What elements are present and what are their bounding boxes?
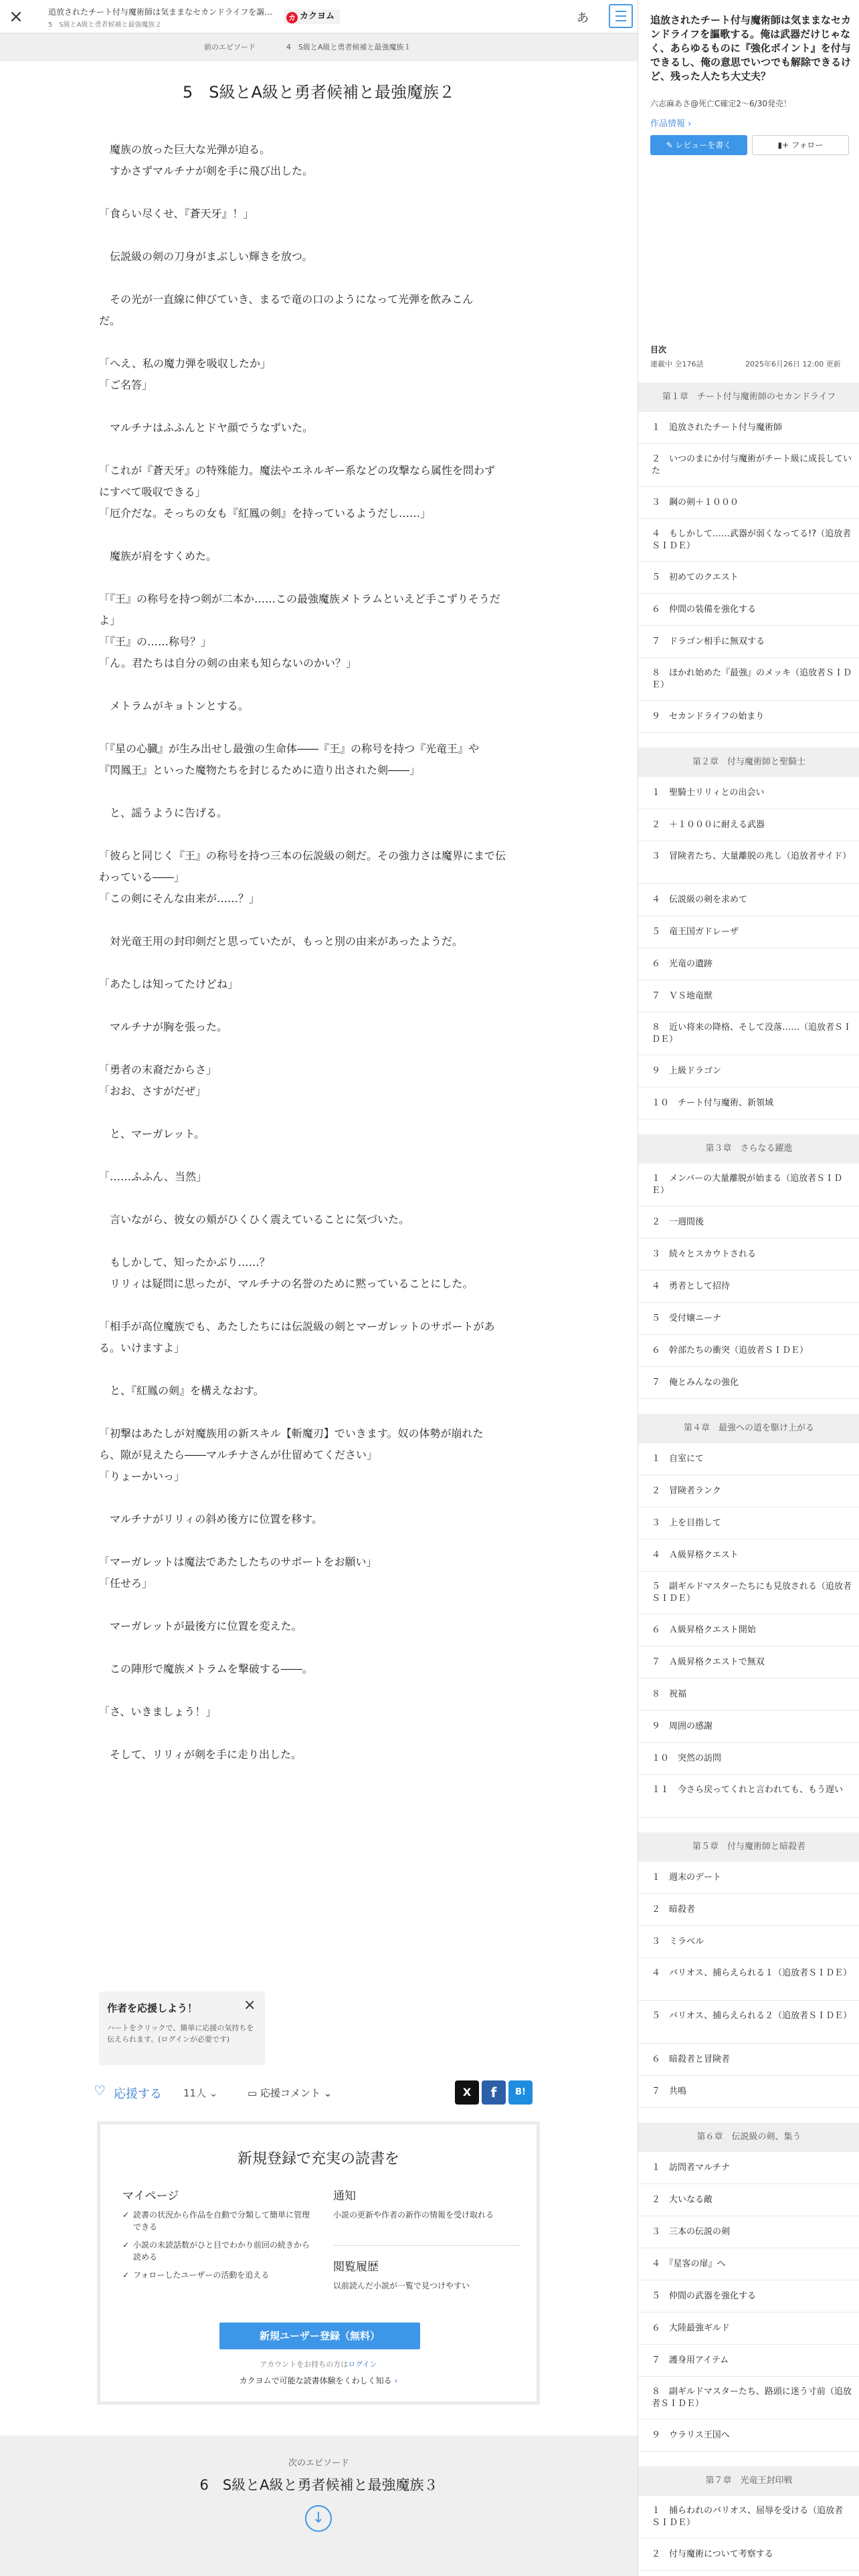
toc-episode-label: ４ 勇者として招待 (652, 1281, 731, 1291)
toc-episode-label: ５ 竜王国ガドレーザ (652, 927, 739, 937)
toc-episode[interactable] (638, 777, 859, 809)
close-icon[interactable]: × (244, 1997, 256, 2014)
body-line: 言いながら、彼女の頬がひくひく震えていることに気づいた。 (99, 1213, 410, 1226)
toc-episode[interactable] (638, 1367, 859, 1399)
toc-episode-label: ９ 周囲の感謝 (652, 1721, 713, 1731)
toc-episode-label: １０ チート付与魔術、新領域 (652, 1098, 774, 1108)
toc-episode[interactable] (638, 487, 859, 519)
toc-episode-label: ７ Ａ級昇格クエストで無双 (652, 1657, 765, 1667)
toc-episode[interactable] (638, 519, 859, 562)
toc-episode[interactable] (638, 1206, 859, 1239)
body-line: マルチナがリリィの斜め後方に位置を移す。 (99, 1513, 323, 1525)
toc-episode-label: ９ セカンドライフの始まり (652, 712, 765, 722)
next-episode-title[interactable]: 6 S級とA級と勇者候補と最強魔族３ (199, 2477, 438, 2493)
toc-episode[interactable] (638, 2076, 859, 2108)
toc-episode[interactable] (638, 626, 859, 658)
cheer-tooltip (99, 1992, 265, 2065)
toc-episode[interactable] (638, 1539, 859, 1572)
cheer-title: 作者を応援しよう！ (107, 2002, 198, 2014)
toc-episode-label: ２ 大いなる敵 (652, 2195, 713, 2205)
toc-episode-label: ６ 仲間の装備を強化する (652, 605, 757, 615)
toc-episode-label: ５ 仲間の武器を強化する (652, 2291, 757, 2301)
body-line: 「相手が高位魔族でも、あたしたちには伝説級の剣とマーガレットのサポートがあ (99, 1320, 495, 1333)
toc-chapter[interactable]: 第７章 光竜王封印戦 (638, 2466, 859, 2496)
body-line: この陣形で魔族メトラムを撃破する――。 (99, 1662, 313, 1675)
toc-episode[interactable] (638, 2044, 859, 2076)
toc-episode-label: ３ 上を目指して (652, 1518, 722, 1528)
toc-episode[interactable] (638, 1303, 859, 1335)
body-line: 「食らい尽くせ、『蒼天牙』！」 (99, 207, 254, 220)
chevron-right-icon: › (394, 2376, 398, 2385)
body-line: 「この剣にそんな由来が……？」 (99, 892, 260, 905)
body-line: にすべて吸収できる」 (99, 486, 206, 498)
toc-episode-label: ２ 付与魔術について考察する (652, 2549, 773, 2559)
learn-more-link[interactable] (100, 2375, 537, 2386)
toc-episode[interactable] (638, 1055, 859, 1087)
toc-episode[interactable] (638, 1087, 859, 1119)
next-episode-section[interactable] (0, 2436, 638, 2576)
toc-episode[interactable] (638, 701, 859, 733)
toc-episode-label: ７ 俺とみんなの強化 (652, 1378, 739, 1388)
toc-episode-label: ５ バリオス、捕らえられる２（追放者ＳＩＤＥ） (652, 2011, 852, 2021)
header-episode-title: 5 S級とA級と勇者候補と最強魔族２ (48, 21, 162, 29)
body-line: よ」 (99, 614, 121, 627)
body-line: 「へえ、私の魔力弾を吸収したか」 (99, 357, 271, 370)
body-line: 「マーガレットは魔法であたしたちのサポートをお願い」 (99, 1555, 377, 1568)
toc-episode[interactable] (638, 1743, 859, 1775)
login-link[interactable]: ログイン (348, 2360, 377, 2369)
toc-episode-label: ２ いつのまにか付与魔術がチート級に成長していた (652, 454, 852, 476)
toc-episode-label: ４ 『星客の扉』へ (652, 2259, 726, 2269)
body-line: メトラムがキョトンとする。 (99, 700, 249, 712)
body-line: 「任せろ」 (99, 1577, 153, 1590)
toc-episode[interactable] (638, 1475, 859, 1507)
body-line: 「……ふふん、当然」 (99, 1170, 207, 1183)
toc-episode[interactable] (638, 2345, 859, 2377)
logo-mark-icon: カ (286, 12, 298, 23)
toc-chapter[interactable]: 第６章 伝説級の剣、集う (638, 2123, 859, 2152)
divider (333, 2245, 520, 2246)
toc-episode-label: ６ 大陸最強ギルド (652, 2323, 730, 2333)
notify-desc: 小説の更新や作者の新作の情報を受け取れる (333, 2210, 494, 2220)
history-desc: 以前読んだ小説が一覧で見つけやすい (333, 2281, 470, 2290)
toc-episode[interactable] (638, 412, 859, 444)
body-line: 「勇者の末裔だからさ」 (99, 1063, 217, 1076)
body-line: もしかして、知ったかぶり……？ (99, 1256, 270, 1269)
toc-episode-label: ３ 三本の伝説の剣 (652, 2227, 731, 2237)
toc-episode-label: ５ 初めてのクエスト (652, 572, 739, 582)
toc-episode-label: ８ ほかれ始めた『最強』のメッキ（追放者ＳＩＤＥ） (652, 668, 852, 690)
body-line: と、マーガレット。 (99, 1128, 205, 1140)
toc-episode[interactable] (638, 1507, 859, 1539)
current-episode-label: 4 S級とA級と勇者候補と最強魔族１ (286, 43, 411, 51)
toc-episode[interactable] (638, 1894, 859, 1926)
body-line: と、『紅鳳の剣』を構えなおす。 (99, 1384, 264, 1397)
toc-episode-label: ８ 近い将来の降格、そして没落……（追放者ＳＩＤＥ） (652, 1023, 852, 1045)
toc-episode-label: ９ ウラリス王国へ (652, 2430, 730, 2440)
toc-episode[interactable] (638, 1646, 859, 1679)
body-line: 『閃鳳王』といった魔物たちを封じるために造り出された剣――」 (99, 764, 421, 776)
toc-episode-label: ７ 護身用アイテム (652, 2355, 729, 2365)
body-line: そして、リリィが剣を手に走り出した。 (99, 1748, 302, 1761)
toc-episode[interactable] (638, 1775, 859, 1818)
toc-episode-label: ３ ミラベル (652, 1937, 704, 1947)
toc-episode-label: ３ 冒険者たち、大量離脱の兆し（追放者サイド） (652, 851, 852, 861)
episode-navigation (0, 33, 638, 62)
signup-panel (97, 2121, 540, 2405)
body-line: 伝説級の剣の刀身がまぶしい輝きを放つ。 (99, 250, 313, 263)
toc-chapter[interactable]: 第３章 さらなる躍進 (638, 1134, 859, 1164)
body-line: 「『王』の称号を持つ剣が二本か……この最強魔族メトラムといえど手こずりそうだ (99, 593, 500, 605)
work-info-link[interactable]: 作品情報 › (650, 119, 692, 129)
toc-episode-label: ８ 副ギルドマスターたち、路頭に迷う寸前（追放者ＳＩＤＥ） (652, 2387, 852, 2409)
login-pre-text: アカウントをお持ちの方は (260, 2360, 349, 2369)
prev-episode-link[interactable]: 前のエピソード (204, 43, 256, 51)
toc-episode-label: ４ もしかして……武器が弱くなってる!?（追放者ＳＩＤＥ） (652, 529, 852, 551)
toc-episode[interactable] (638, 948, 859, 980)
body-line: だ。 (99, 314, 121, 327)
toc-episode[interactable] (638, 809, 859, 841)
toc-episode[interactable] (638, 444, 859, 487)
toc-episode-label: １０ 突然の訪問 (652, 1753, 722, 1763)
history-title: 閲覧履歴 (333, 2260, 379, 2274)
toc-episode-label: ２ 暗殺者 (652, 1905, 696, 1915)
toc-episode[interactable] (638, 2377, 859, 2420)
body-line: 「『星の心臓』が生み出せし最強の生命体――『王』の称号を持つ『光竜王』や (99, 742, 480, 755)
toc-episode[interactable] (638, 1614, 859, 1646)
toc-episode-label: ７ ドラゴン相手に無双する (652, 637, 765, 647)
body-line: 「あたしは知ってたけどね」 (99, 978, 239, 990)
body-line: 「ご名答」 (99, 379, 153, 391)
toc-episode-label: １ 週末のデート (652, 1872, 722, 1883)
body-line: その光が一直線に伸びていき、まるで竜の口のようになって光弾を飲みこん (99, 293, 474, 306)
toc-episode[interactable] (638, 2184, 859, 2216)
toc-episode[interactable] (638, 1012, 859, 1055)
toc-episode[interactable] (638, 1926, 859, 1958)
toc-episode[interactable] (638, 2496, 859, 2539)
toc-chapter[interactable]: 第５章 付与魔術師と暗殺者 (638, 1832, 859, 1862)
update-date: 2025年6月26日 12:00 更新 (745, 360, 841, 368)
toc-chapter[interactable]: 第１章 チート付与魔術師のセカンドライフ (638, 383, 859, 412)
font-toggle-label: あ (577, 11, 589, 25)
toc-episode-label: ３ 鋼の剣＋１０００ (652, 498, 739, 508)
toc-episode-label: ８ 祝福 (652, 1689, 687, 1699)
toc-episode[interactable] (638, 1958, 859, 2001)
toc-episode-label: ４ Ａ級昇格クエスト (652, 1550, 739, 1560)
mypage-title: マイページ (122, 2189, 179, 2203)
body-line: 「初撃はあたしが対魔族用の新スキル【斬魔刃】でいきます。奴の体勢が崩れた (99, 1427, 484, 1440)
serial-status: 連載中 全176話 (650, 360, 704, 368)
toc-episode[interactable] (638, 841, 859, 884)
follow-button[interactable]: ▮+ フォロー (752, 135, 849, 155)
toc-episode-label: ６ 光竜の遺跡 (652, 959, 713, 969)
action-bar (94, 2078, 542, 2103)
toc-episode-label: １ 聖騎士リリィとの出会い (652, 788, 765, 798)
toc-episode[interactable] (638, 594, 859, 626)
toc-chapter[interactable]: 第４章 最強への道を駆け上がる (638, 1414, 859, 1443)
toc-episode[interactable] (638, 884, 859, 916)
toc-heading: 目次 (650, 345, 667, 354)
body-line: る。いけますよ」 (99, 1341, 185, 1354)
toc-episode[interactable] (638, 1239, 859, 1271)
toc-episode[interactable] (638, 1679, 859, 1711)
toc-episode-label: １ 訪問者マルチナ (652, 2163, 731, 2173)
menu-icon[interactable] (609, 4, 633, 28)
toc-episode[interactable] (638, 658, 859, 701)
body-line: 魔族が肩をすくめた。 (99, 550, 217, 562)
header-work-title[interactable]: 追放されたチート付与魔術師は気ままなセカンドライフを謳… (48, 7, 273, 17)
review-label: レビューを書く (675, 140, 732, 150)
body-line: マルチナはふふんとドヤ顔でうなずいた。 (99, 421, 314, 434)
toc-episode-label: ７ ＶＳ地竜獣 (652, 991, 713, 1001)
list-item: ✓ フォローしたユーザーの活動を追える (122, 2269, 316, 2281)
body-line: マルチナが胸を張った。 (99, 1021, 228, 1033)
toc-episode[interactable] (638, 1271, 859, 1303)
review-button[interactable]: ✎ レビューを書く (650, 135, 747, 155)
toc-episode-label: ４ 伝説級の剣を求めて (652, 895, 748, 905)
kakuyomu-logo[interactable] (284, 9, 340, 24)
toc-episode[interactable] (638, 1335, 859, 1367)
signup-button[interactable]: 新規ユーザー登録（無料） (219, 2323, 420, 2349)
body-line: 「りょーかいっ」 (99, 1470, 185, 1483)
ouen-button[interactable]: 応援する (114, 2087, 162, 2101)
toc-episode-label: ６ Ａ級昇格クエスト開始 (652, 1625, 756, 1635)
mypage-features (122, 2209, 316, 2287)
body-line: ら、隙が見えたら――マルチナさんが仕留めてください」 (99, 1448, 378, 1461)
body-line: と、謡うように告げる。 (99, 807, 228, 819)
comment-button[interactable]: ▭ 応援コメント ⌄ (248, 2087, 332, 2099)
toc-episode-label: ５ 副ギルドマスターたちにも見放される（追放者ＳＩＤＥ） (652, 1582, 852, 1604)
toc-episode[interactable] (638, 2313, 859, 2345)
sidebar-work-title[interactable]: 追放されたチート付与魔術師は気ままなセカンドライフを謳歌する。俺は武器だけじゃなく、あらゆるものに『強化ポイント』を付与できるし、俺の意思でいつでも解除できるけど、残った人たち大丈夫？ (650, 14, 852, 82)
body-line: 魔族の放った巨大な光弾が迫る。 (99, 143, 271, 156)
toc-episode-label: ２ ＋１０００に耐える武器 (652, 820, 765, 830)
close-icon[interactable]: × (9, 7, 23, 27)
toc-episode-label: １ 捕らわれのバリオス、屈辱を受ける（追放者ＳＩＤＥ） (652, 2506, 844, 2528)
toc-episode-label: ２ 冒険者ランク (652, 1486, 721, 1496)
body-line: マーガレットが最後方に位置を変えた。 (99, 1620, 302, 1632)
toc-episode[interactable] (638, 1862, 859, 1894)
toc-episode[interactable] (638, 2420, 859, 2452)
body-line: すかさずマルチナが剣を手に飛び出した。 (99, 165, 314, 177)
toc-chapter[interactable]: 第２章 付与魔術師と聖騎士 (638, 748, 859, 777)
toc-episode[interactable] (638, 2152, 859, 2184)
body-line: 「おお、さすがだぜ」 (99, 1085, 207, 1097)
toc-episode[interactable] (638, 980, 859, 1012)
cheer-desc: ハートをクリックで、簡単に応援の気持ちを伝えられます。(ログインが必要です) (107, 2024, 254, 2044)
toc-episode-label: １ メンバーの大量離脱が始まる（追放者ＳＩＤＥ） (652, 1174, 843, 1196)
sidebar-author[interactable]: 六志麻あさ@死亡C確定2〜6/30発売！ (650, 99, 791, 108)
facebook-share-button[interactable]: f (482, 2080, 506, 2105)
list-item: ✓ 小説の未読話数がひと目でわかり前回の続きから読める (122, 2239, 316, 2263)
ouen-count-value: 11人 (183, 2087, 207, 2099)
body-line: わっている――」 (99, 871, 185, 883)
toc-episode-label: ３ 続々とスカウトされる (652, 1249, 757, 1259)
learn-more-label: カクヨムで可能な読書体験をくわしく知る (239, 2376, 392, 2385)
next-episode-label: 次のエピソード (288, 2458, 349, 2468)
login-prompt (100, 2359, 537, 2369)
arrow-down-icon[interactable]: ↓ (305, 2505, 332, 2532)
toc-episode-label: １１ 今さら戻ってくれと言われても、もう遅い (652, 1785, 844, 1795)
hatena-share-button[interactable]: B! (508, 2080, 533, 2105)
signup-headline: 新規登録で充実の読書を (237, 2151, 399, 2167)
body-line: リリィは疑問に思ったが、マルチナの名誉のために黙っていることにした。 (99, 1277, 474, 1290)
body-line: 「ん。君たちは自分の剣の由来も知らないのかい？」 (99, 657, 357, 669)
toc-episode-label: ５ 受付嬢ニーナ (652, 1313, 722, 1323)
x-share-button[interactable]: X (455, 2080, 479, 2105)
toc-episode-label: ６ 幹部たちの衝突（追放者ＳＩＤＥ） (652, 1346, 809, 1356)
logo-text: カクヨム (300, 11, 335, 21)
body-line: 「厄介だな。そっちの女も『紅鳳の剣』を持っているようだし……」 (99, 507, 432, 520)
body-line: 「彼らと同じく『王』の称号を持つ三本の伝説級の剣だ。その強力さは魔界にまで伝 (99, 849, 506, 862)
body-line: 対光竜王用の封印剣だと思っていたが、もっと別の由来があったようだ。 (99, 935, 463, 948)
toc-episode[interactable] (638, 1711, 859, 1743)
list-item: ✓ 読書の状況から作品を自動で分類して簡単に管理できる (122, 2209, 316, 2233)
toc-episode[interactable] (638, 1164, 859, 1206)
toc-episode-label: ２ 一週間後 (652, 1217, 704, 1227)
toc-episode[interactable] (638, 562, 859, 594)
toc-episode-label: ７ 共鳴 (652, 2086, 687, 2097)
toc-episode-label: １ 追放されたチート付与魔術師 (652, 423, 783, 433)
toc-episode[interactable] (638, 1443, 859, 1475)
toc-episode[interactable] (638, 2539, 859, 2571)
comment-label: 応援コメント (260, 2087, 320, 2099)
toc-episode-label: ６ 暗殺者と冒険者 (652, 2054, 731, 2064)
heart-icon[interactable]: ♡ (94, 2082, 106, 2099)
toc-episode-label: ４ バリオス、捕らえられる１（追放者ＳＩＤＥ） (652, 1968, 852, 1978)
font-size-toggle[interactable] (577, 9, 589, 26)
body-line: 「『王』の……称号？」 (99, 635, 212, 648)
toc-episode[interactable] (638, 2216, 859, 2248)
toc-episode[interactable] (638, 1572, 859, 1614)
toc-episode[interactable] (638, 916, 859, 948)
toc-episode-label: ９ 上級ドラゴン (652, 1066, 722, 1076)
sidebar (638, 0, 859, 2576)
body-line: 「さ、いきましょう！」 (99, 1705, 217, 1718)
toc-episode[interactable] (638, 2001, 859, 2044)
ouen-count[interactable]: 11人 ⌄ (183, 2087, 218, 2099)
body-line: 「これが『蒼天牙』の特殊能力。魔法やエネルギー系などの攻撃なら属性を問わず (99, 464, 496, 477)
follow-label: フォロー (791, 140, 824, 150)
notify-title: 通知 (333, 2189, 356, 2203)
toc-episode[interactable] (638, 2280, 859, 2313)
toc-episode[interactable] (638, 2248, 859, 2280)
episode-title: 5 S級とA級と勇者候補と最強魔族２ (183, 83, 455, 102)
toc-episode-label: １ 自室にて (652, 1454, 704, 1464)
